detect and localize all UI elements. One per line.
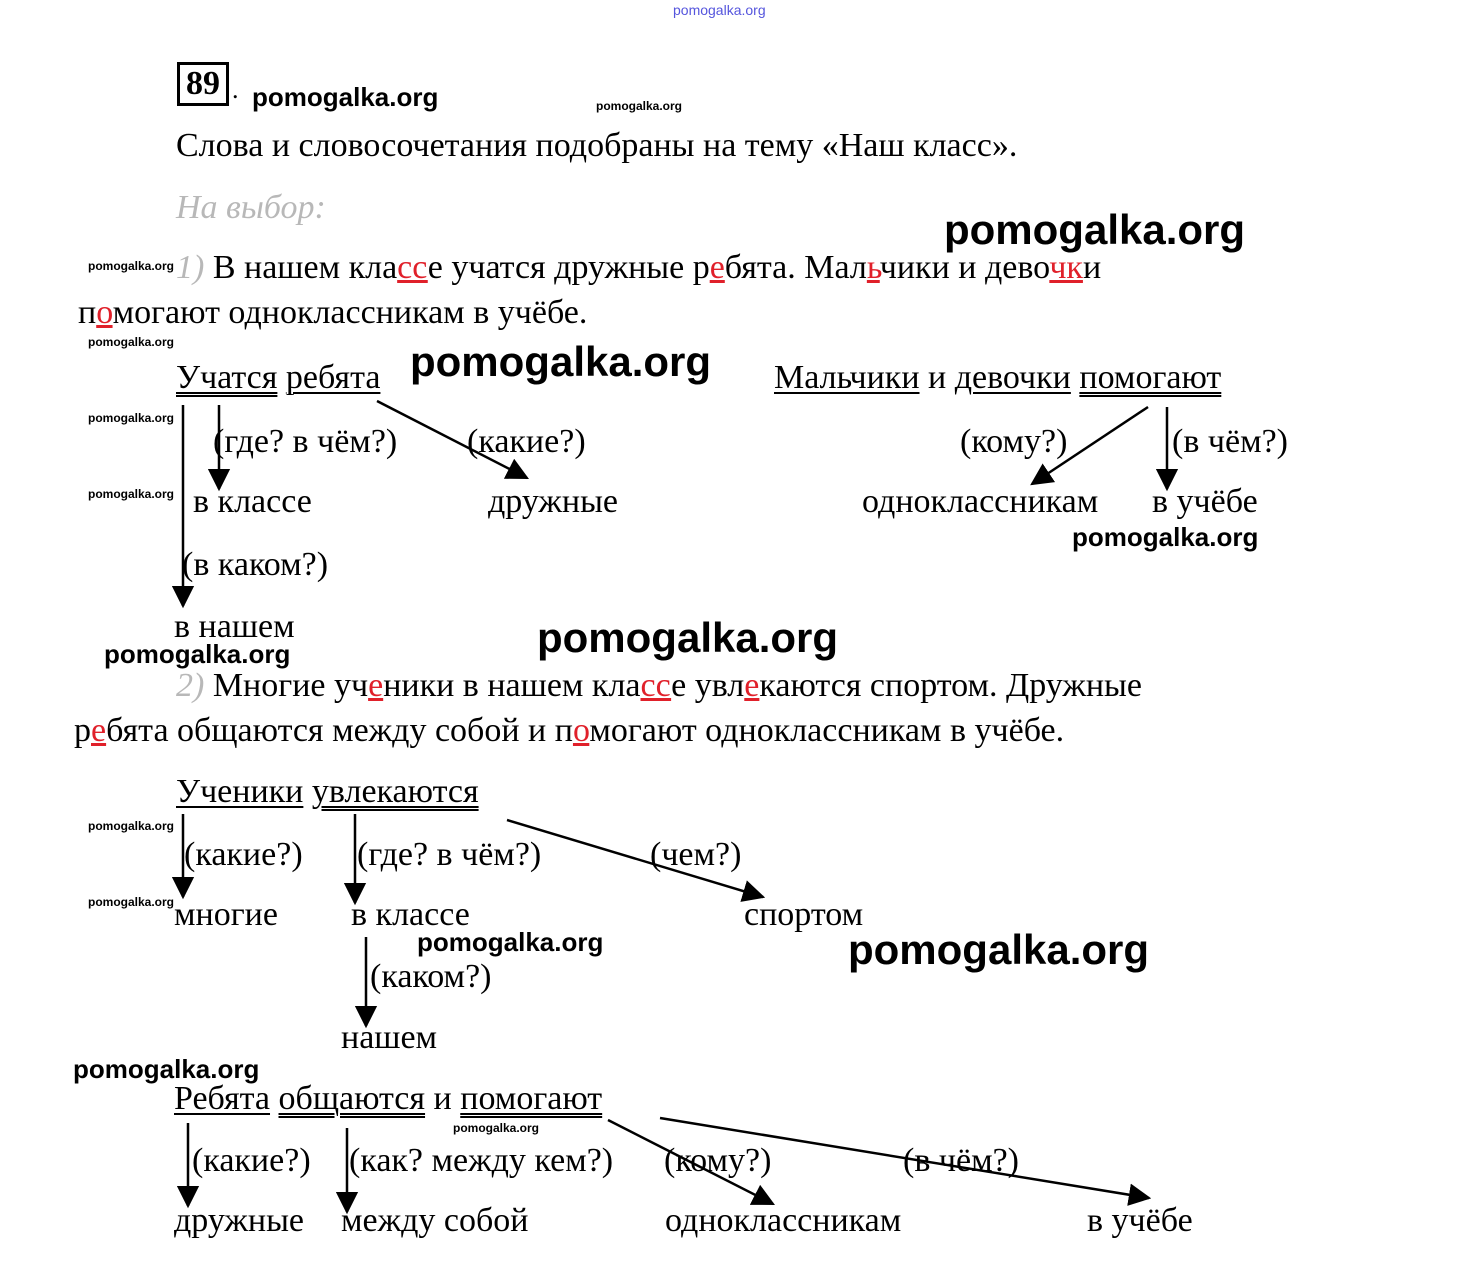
d2-question-whom: (кому?): [960, 423, 1068, 460]
d1-question-which-one: (в каком?): [182, 546, 329, 583]
watermark: pomogalka.org: [417, 927, 604, 957]
watermark: pomogalka.org: [88, 259, 175, 273]
d3-question-what: (чем?): [650, 836, 742, 873]
d3-question-which: (какие?): [184, 836, 303, 873]
text-segment: могают одноклассникам в учёбе.: [112, 294, 588, 331]
arrow: [660, 1118, 1149, 1198]
watermark: pomogalka.org: [410, 338, 712, 385]
highlighted-letter: о: [96, 294, 113, 331]
sentence-1-line-1: 1) В нашем классе учатся дружные ребята. Мальчики и девочки: [176, 249, 1102, 286]
arrow: [1032, 407, 1148, 484]
d3-question-where: (где? в чём?): [357, 836, 542, 873]
text-segment: могают одноклассникам в учёбе.: [589, 712, 1065, 749]
text-segment: бята. Мал: [724, 249, 867, 286]
watermark: pomogalka.org: [88, 819, 175, 833]
d4-word-classmates: одноклассникам: [665, 1202, 902, 1239]
watermark: pomogalka.org: [88, 411, 175, 425]
highlighted-letter: е: [709, 249, 725, 286]
d4-word-between: между собой: [341, 1202, 529, 1239]
text-segment: Многие уч: [212, 667, 369, 704]
watermark: pomogalka.org: [453, 1121, 540, 1135]
text-segment: п: [78, 294, 97, 331]
d4-question-whom: (кому?): [664, 1142, 772, 1179]
text-segment: р: [74, 712, 91, 749]
text-segment: ники в нашем кла: [383, 667, 641, 704]
highlighted-letter: е: [368, 667, 384, 704]
watermark: pomogalka.org: [537, 614, 839, 661]
exercise-number: 89: [177, 62, 229, 106]
watermark: pomogalka.org: [104, 639, 291, 669]
text-segment: В нашем кла: [212, 249, 398, 286]
d3-word-class: в классе: [351, 896, 470, 933]
highlighted-letter: сс: [397, 249, 428, 286]
highlighted-letter: ь: [866, 249, 880, 286]
d4-question-which: (какие?): [192, 1142, 311, 1179]
d4-word-friendly: дружные: [174, 1202, 305, 1239]
watermark: pomogalka.org: [848, 926, 1150, 973]
watermark: pomogalka.org: [252, 82, 439, 112]
highlighted-letter: чк: [1049, 249, 1083, 286]
d1-question-which: (какие?): [467, 423, 586, 460]
highlighted-letter: сс: [640, 667, 672, 704]
highlighted-letter: е: [91, 712, 107, 749]
watermark: pomogalka.org: [1072, 522, 1259, 552]
watermark: pomogalka.org: [73, 1054, 260, 1084]
watermark: pomogalka.org: [88, 895, 175, 909]
intro-text: Слова и словосочетания подобраны на тему «Наш класс».: [176, 127, 1018, 164]
d1-question-where: (где? в чём?): [213, 423, 398, 460]
d1-word-friendly: дружные: [488, 483, 619, 520]
watermark: pomogalka.org: [944, 206, 1246, 253]
d3-word-sport: спортом: [744, 896, 864, 933]
watermark: pomogalka.org: [596, 99, 683, 113]
d1-word-class: в классе: [193, 483, 312, 520]
d2-subjects: Мальчики и девочки помогают: [774, 359, 1222, 396]
d1-subject: Учатся ребята: [176, 359, 381, 396]
d2-word-study: в учёбе: [1152, 483, 1258, 520]
d2-question-in-what: (в чём?): [1172, 423, 1288, 460]
text-segment: каются спортом. Дружные: [759, 667, 1142, 704]
d4-word-study: в учёбе: [1087, 1202, 1193, 1239]
text-segment: е увл: [671, 667, 745, 704]
watermark: pomogalka.org: [88, 487, 175, 501]
d3-word-many: многие: [174, 896, 278, 933]
d3-subject-predicate: Ученики увлекаются: [176, 773, 479, 810]
text-segment: е учатся дружные р: [427, 249, 710, 286]
arrow: [377, 401, 527, 478]
d4-subject-predicates: Ребята общаются и помогают: [174, 1080, 603, 1117]
d1-word-our: в нашем: [174, 608, 295, 645]
text-segment: и: [1082, 249, 1102, 286]
d4-question-how: (как? между кем?): [349, 1142, 614, 1179]
highlighted-letter: о: [572, 712, 590, 749]
d3-word-our: нашем: [341, 1019, 438, 1056]
sentence-2-line-1: 2) Многие ученики в нашем классе увлекаются спортом. Дружные: [176, 667, 1142, 704]
d4-question-in-what: (в чём?): [903, 1142, 1019, 1179]
d2-word-classmates: одноклассникам: [862, 483, 1099, 520]
text-segment: чики и дево: [879, 249, 1050, 286]
d3-question-which-one: (каком?): [370, 958, 492, 995]
watermark: pomogalka.org: [88, 335, 175, 349]
choice-label: На выбор:: [176, 189, 326, 226]
highlighted-letter: е: [744, 667, 760, 704]
text-segment: бята общаются между собой и п: [106, 712, 573, 749]
arrow: [507, 820, 763, 897]
watermark-top: pomogalka.org: [673, 2, 766, 18]
